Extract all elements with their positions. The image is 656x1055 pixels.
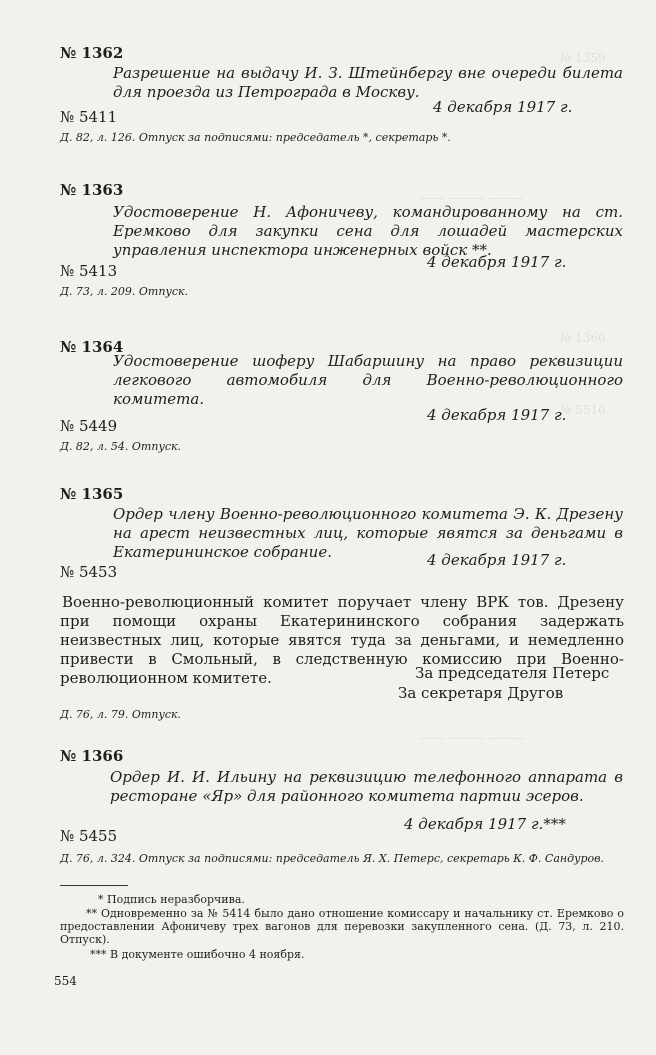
page-number: 554 (54, 974, 77, 988)
doc-1364-number: № 1364 (60, 338, 124, 356)
doc-1365-signature-secretary: За секретаря Другов (398, 684, 564, 702)
document-page: № 1359 —— ——— ——— № 1360 № 5510 —— ——— ——— № 1362 Разрешение на выдачу И. З. Штейнбергу вне очереди билета для проезда из Петрограда в Москву. 4 декабря 1917 г. № 5411 Д. 82, л. 126. Отпуск за подписями: председатель *, секретарь *. № 1363 Удостоверение Н. Афоничеву, командированному на ст. Еремково для закупки сена для лошадей мастерских управления инспектора инженерных войск **. 4 декабря 1917 г. № 5413 Д. 73, л. 209. Отпуск. № 1364 Удостоверение шоферу Шабаршину на право реквизиции легкового автомобиля для Военно-революционного комитета. 4 декабря 1917 г. № 5449 Д. 82, л. 54. Отпуск. № 1365 Ордер члену Военно-революционного комитета Э. К. Дрезену на арест неизвестных лиц, которые явятся за деньгами в Екатерининское собрание. 4 декабря 1917 г. № 5453 Военно-революционный комитет поручает члену ВРК тов. Дрезену при помощи охраны Екатерининского собрания задержать неизвестных лиц, которые явятся туда за деньгами, и немедленно привести в Смольный, в следственную комиссию при Военно-революционном комитете. За председателя Петерс За секретаря Другов Д. 76, л. 79. Отпуск. № 1366 Ордер И. И. Ильину на реквизицию телефонного аппарата в ресторане «Яр» для районного комитета партии эсеров. 4 декабря 1917 г.*** № 5455 Д. 76, л. 324. Отпуск за подписями: председатель Я. Х. Петерс, секретарь К. Ф. Сандуров. * Подпись неразборчива. ** Одновременно за № 5414 было дано отношение комиссару и начальнику ст. Еремково о предоставлении Афоничеву трех вагонов для перевозки закупленного сена. (Д. 73, л. 210. Отпуск). *** В документе ошибочно 4 ноября. 554 (54, 44, 624, 988)
doc-1366-reg-number: № 5455 (60, 827, 118, 845)
doc-1364-archive-ref: Д. 82, л. 54. Отпуск. (60, 440, 182, 453)
footnote-3: *** В документе ошибочно 4 ноября. (90, 948, 305, 961)
doc-1363-reg-number: № 5413 (60, 262, 118, 280)
doc-1365-reg-number: № 5453 (60, 563, 118, 581)
doc-1365-archive-ref: Д. 76, л. 79. Отпуск. (60, 708, 182, 721)
doc-1366-number: № 1366 (60, 747, 124, 765)
doc-1362-date: 4 декабря 1917 г. (433, 98, 573, 116)
doc-1365-title: Ордер члену Военно-революционного комитета Э. К. Дрезену на арест неизвестных лиц, которые явятся за деньгами в Екатерининское собрание. (113, 505, 623, 561)
doc-1363-title: Удостоверение Н. Афоничеву, командированному на ст. Еремково для закупки сена для лошадей мастерских управления инспектора инженерных войск **. (113, 203, 623, 259)
doc-1364-title: Удостоверение шоферу Шабаршину на право реквизиции легкового автомобиля для Военно-революционного комитета. (113, 352, 623, 408)
doc-1366-title: Ордер И. И. Ильину на реквизицию телефонного аппарата в ресторане «Яр» для районного комитета партии эсеров. (110, 768, 623, 805)
doc-1364-reg-number: № 5449 (60, 417, 118, 435)
doc-1365-body: Военно-революционный комитет поручает члену ВРК тов. Дрезену при помощи охраны Екатерининского собрания задержать неизвестных лиц, которые явятся туда за деньгами, и немедленно привести в Смольный, в следственную комиссию при Военно-революционном комитете. (60, 593, 624, 687)
footnote-2: ** Одновременно за № 5414 было дано отношение комиссару и начальнику ст. Еремково о предоставлении Афоничеву трех вагонов для перевозки закупленного сена. (Д. 73, л. 210. Отпуск). (60, 907, 624, 946)
footnote-1: * Подпись неразборчива. (98, 893, 245, 906)
doc-1366-date: 4 декабря 1917 г.*** (404, 815, 566, 833)
footnote-divider (60, 885, 128, 886)
doc-1365-signature-chairman: За председателя Петерс (415, 664, 610, 682)
doc-1365-number: № 1365 (60, 485, 124, 503)
doc-1364-date: 4 декабря 1917 г. (427, 406, 567, 424)
doc-1363-number: № 1363 (60, 181, 124, 199)
doc-1363-date: 4 декабря 1917 г. (427, 253, 567, 271)
doc-1365-date: 4 декабря 1917 г. (427, 551, 567, 569)
doc-1363-archive-ref: Д. 73, л. 209. Отпуск. (60, 285, 189, 298)
doc-1362-archive-ref: Д. 82, л. 126. Отпуск за подписями: председатель *, секретарь *. (60, 131, 451, 144)
doc-1362-reg-number: № 5411 (60, 108, 118, 126)
doc-1366-archive-ref: Д. 76, л. 324. Отпуск за подписями: председатель Я. Х. Петерс, секретарь К. Ф. Сандуров. (60, 852, 605, 865)
doc-1362-title: Разрешение на выдачу И. З. Штейнбергу вне очереди билета для проезда из Петрограда в Москву. (113, 64, 623, 101)
doc-1362-number: № 1362 (60, 44, 124, 62)
